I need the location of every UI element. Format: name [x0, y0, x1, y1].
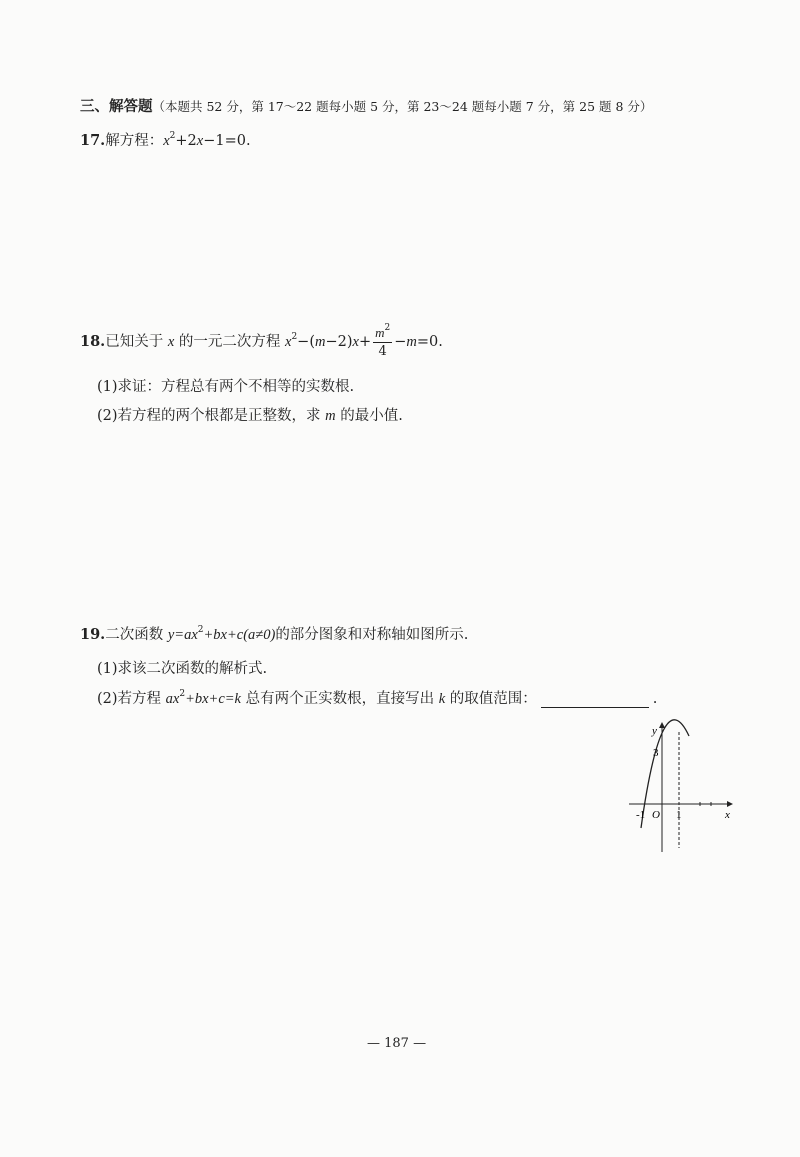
math-term: + — [358, 334, 372, 350]
math-var: x — [196, 133, 204, 149]
math-term: +bx+c=k — [185, 691, 241, 707]
math-exponent: 2 — [179, 689, 186, 699]
question-18 — [80, 324, 443, 360]
x-axis-label: x — [725, 809, 730, 821]
question-19-part-1: (1)求该二次函数的解析式. — [97, 661, 268, 677]
question-number: 18. — [80, 333, 106, 350]
math-condition: (a≠0) — [243, 627, 276, 643]
math-term: ax — [165, 691, 180, 707]
section-title: 三、解答题 — [80, 98, 153, 115]
x-axis-arrow — [727, 801, 733, 807]
question-19 — [80, 626, 468, 644]
parabola-graph — [625, 718, 737, 860]
x-tick-label-neg: -1 — [636, 809, 646, 821]
math-term: − — [394, 334, 407, 350]
math-exponent: 2 — [197, 625, 204, 635]
fraction-denominator: 4 — [378, 344, 387, 359]
y-tick-label: 3 — [653, 747, 659, 759]
math-exponent: 2 — [384, 323, 391, 333]
math-exponent: 2 — [291, 332, 298, 342]
question-text: 的部分图象和对称轴如图所示. — [275, 627, 469, 643]
y-axis-label: y — [652, 725, 657, 737]
fraction — [373, 323, 392, 359]
math-term: +2 — [175, 133, 197, 149]
math-var: m — [406, 334, 417, 350]
math-term: . — [652, 691, 658, 707]
question-18-part-2 — [97, 407, 403, 425]
question-text: 的最小值. — [340, 408, 403, 424]
math-exponent: 2 — [169, 131, 176, 141]
fraction-numerator: m — [375, 325, 385, 340]
math-term: −( — [297, 334, 315, 350]
question-number: 17. — [80, 132, 106, 149]
question-text: (2)若方程的两个根都是正整数，求 — [97, 408, 321, 424]
question-text: 总有两个正实数根，直接写出 — [245, 691, 435, 707]
math-var: x — [163, 133, 170, 149]
question-text: 的一元二次方程 — [178, 334, 281, 350]
question-text: 二次函数 — [105, 627, 164, 643]
y-axis-arrow — [659, 722, 665, 728]
parabola-curve — [641, 720, 689, 828]
math-var: x — [352, 334, 359, 350]
question-number: 19. — [80, 626, 106, 643]
question-17 — [80, 132, 251, 150]
question-text: (2)若方程 — [97, 691, 162, 707]
math-var: m — [314, 334, 326, 350]
section-note: （本题共 52 分，第 17～22 题每小题 5 分，第 23～24 题每小题 7 分，第 25 题 8 分） — [152, 99, 653, 114]
question-18-part-1: (1)求证：方程总有两个不相等的实数根. — [97, 379, 355, 395]
math-term: −1=0. — [203, 133, 251, 149]
math-term: =0. — [416, 334, 443, 350]
section-header — [80, 98, 652, 116]
x-tick-label-pos: 1 — [676, 809, 682, 821]
math-term: +bx+c — [203, 627, 244, 643]
page-number: — 187 — — [367, 1036, 427, 1051]
question-19-part-2 — [97, 690, 657, 708]
math-term: y=ax — [167, 627, 198, 643]
answer-blank[interactable] — [541, 693, 649, 708]
question-text: 的取值范围： — [449, 691, 537, 707]
question-text: 已知关于 — [105, 334, 164, 350]
question-text: 解方程： — [105, 133, 164, 149]
math-var: m — [325, 408, 336, 424]
math-var: x — [167, 334, 175, 350]
math-var: k — [438, 691, 446, 707]
math-var: x — [285, 334, 292, 350]
origin-label: O — [652, 809, 660, 821]
math-term: −2) — [325, 334, 353, 350]
